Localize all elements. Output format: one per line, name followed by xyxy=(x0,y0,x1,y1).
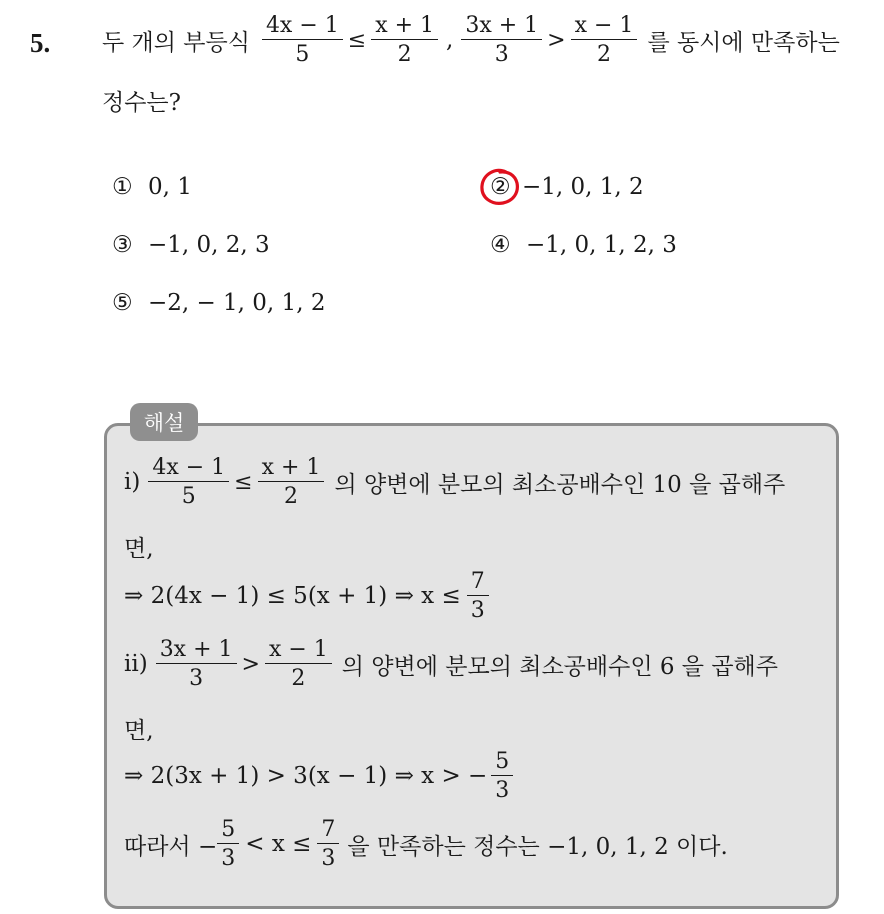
fraction xyxy=(461,14,542,66)
numerator: 5 xyxy=(217,818,239,844)
solution-step-ii-cont: 면, xyxy=(124,718,154,744)
denominator: 3 xyxy=(494,42,509,68)
stem-suffix: 를 동시에 만족하는 xyxy=(647,29,840,56)
choice-mark: ⑤ xyxy=(112,290,133,316)
choice-text: −1, 0, 1, 2 xyxy=(521,174,644,200)
solution-step-ii-result xyxy=(124,750,513,802)
denominator: 2 xyxy=(397,42,412,68)
denominator: 2 xyxy=(291,666,306,692)
result-text: ⇒ 2(3x + 1) > 3(x − 1) ⇒ x > − xyxy=(124,763,488,790)
step-label: ii) xyxy=(124,651,148,678)
numerator: x + 1 xyxy=(258,456,325,482)
operator: ≤ xyxy=(347,27,367,53)
choice-text: 0, 1 xyxy=(147,174,192,200)
denominator: 3 xyxy=(321,846,336,872)
denominator: 3 xyxy=(470,598,485,624)
conclusion-mid: < x ≤ xyxy=(245,831,312,858)
denominator: 2 xyxy=(597,42,612,68)
solution-step-i xyxy=(124,456,785,508)
choice-mark: ① xyxy=(112,174,133,200)
choice-text: −1, 0, 1, 2, 3 xyxy=(525,232,677,258)
choice-3[interactable] xyxy=(112,232,270,258)
numerator: 5 xyxy=(491,750,513,776)
numerator: 7 xyxy=(317,818,339,844)
conclusion-prefix: 따라서 − xyxy=(124,833,218,860)
step-text: 의 양변에 분모의 최소공배수인 6 을 곱해주 xyxy=(341,653,778,680)
denominator: 3 xyxy=(189,666,204,692)
numerator: 4x − 1 xyxy=(148,456,229,482)
choice-text: −2, − 1, 0, 1, 2 xyxy=(147,290,326,316)
comma: , xyxy=(446,27,454,54)
fraction xyxy=(571,14,638,66)
result-text: ⇒ 2(4x − 1) ≤ 5(x + 1) ⇒ x ≤ xyxy=(124,583,461,610)
denominator: 3 xyxy=(495,778,510,804)
conclusion-suffix: 을 만족하는 정수는 −1, 0, 1, 2 이다. xyxy=(347,833,728,860)
fraction xyxy=(217,818,239,870)
fraction xyxy=(467,570,489,622)
choice-5[interactable] xyxy=(112,290,325,316)
denominator: 2 xyxy=(284,484,299,510)
fraction xyxy=(371,14,438,66)
fraction xyxy=(491,750,513,802)
question-stem-line2: 정수는? xyxy=(102,90,181,116)
fraction xyxy=(258,456,325,508)
step-label: i) xyxy=(124,469,141,496)
operator: > xyxy=(241,651,260,677)
numerator: x − 1 xyxy=(571,14,638,40)
fraction xyxy=(317,818,339,870)
fraction xyxy=(156,638,237,690)
numerator: x − 1 xyxy=(265,638,332,664)
choice-text: −1, 0, 2, 3 xyxy=(147,232,270,258)
choice-4[interactable] xyxy=(490,232,677,258)
solution-step-i-result xyxy=(124,570,489,622)
numerator: 3x + 1 xyxy=(461,14,542,40)
choice-mark: ③ xyxy=(112,232,133,258)
solution-badge: 해설 xyxy=(130,403,198,441)
step-text: 의 양변에 분모의 최소공배수인 10 을 곱해주 xyxy=(334,471,786,498)
fraction xyxy=(262,14,343,66)
denominator: 3 xyxy=(221,846,236,872)
question-stem-line1 xyxy=(102,14,840,66)
question-number: 5. xyxy=(30,28,51,58)
fraction xyxy=(148,456,229,508)
denominator: 5 xyxy=(181,484,196,510)
stem-prefix: 두 개의 부등식 xyxy=(102,29,250,56)
operator: > xyxy=(547,27,566,53)
numerator: 4x − 1 xyxy=(262,14,343,40)
solution-step-ii xyxy=(124,638,778,690)
operator: ≤ xyxy=(234,469,253,495)
numerator: 3x + 1 xyxy=(156,638,237,664)
choice-mark: ④ xyxy=(490,232,511,258)
fraction xyxy=(265,638,332,690)
solution-conclusion xyxy=(124,818,728,870)
numerator: 7 xyxy=(467,570,489,596)
solution-step-i-cont: 면, xyxy=(124,536,154,562)
choice-1[interactable] xyxy=(112,174,192,200)
choice-mark: ② xyxy=(490,174,511,200)
denominator: 5 xyxy=(295,42,310,68)
numerator: x + 1 xyxy=(371,14,438,40)
answer-circle-mark xyxy=(478,166,522,208)
